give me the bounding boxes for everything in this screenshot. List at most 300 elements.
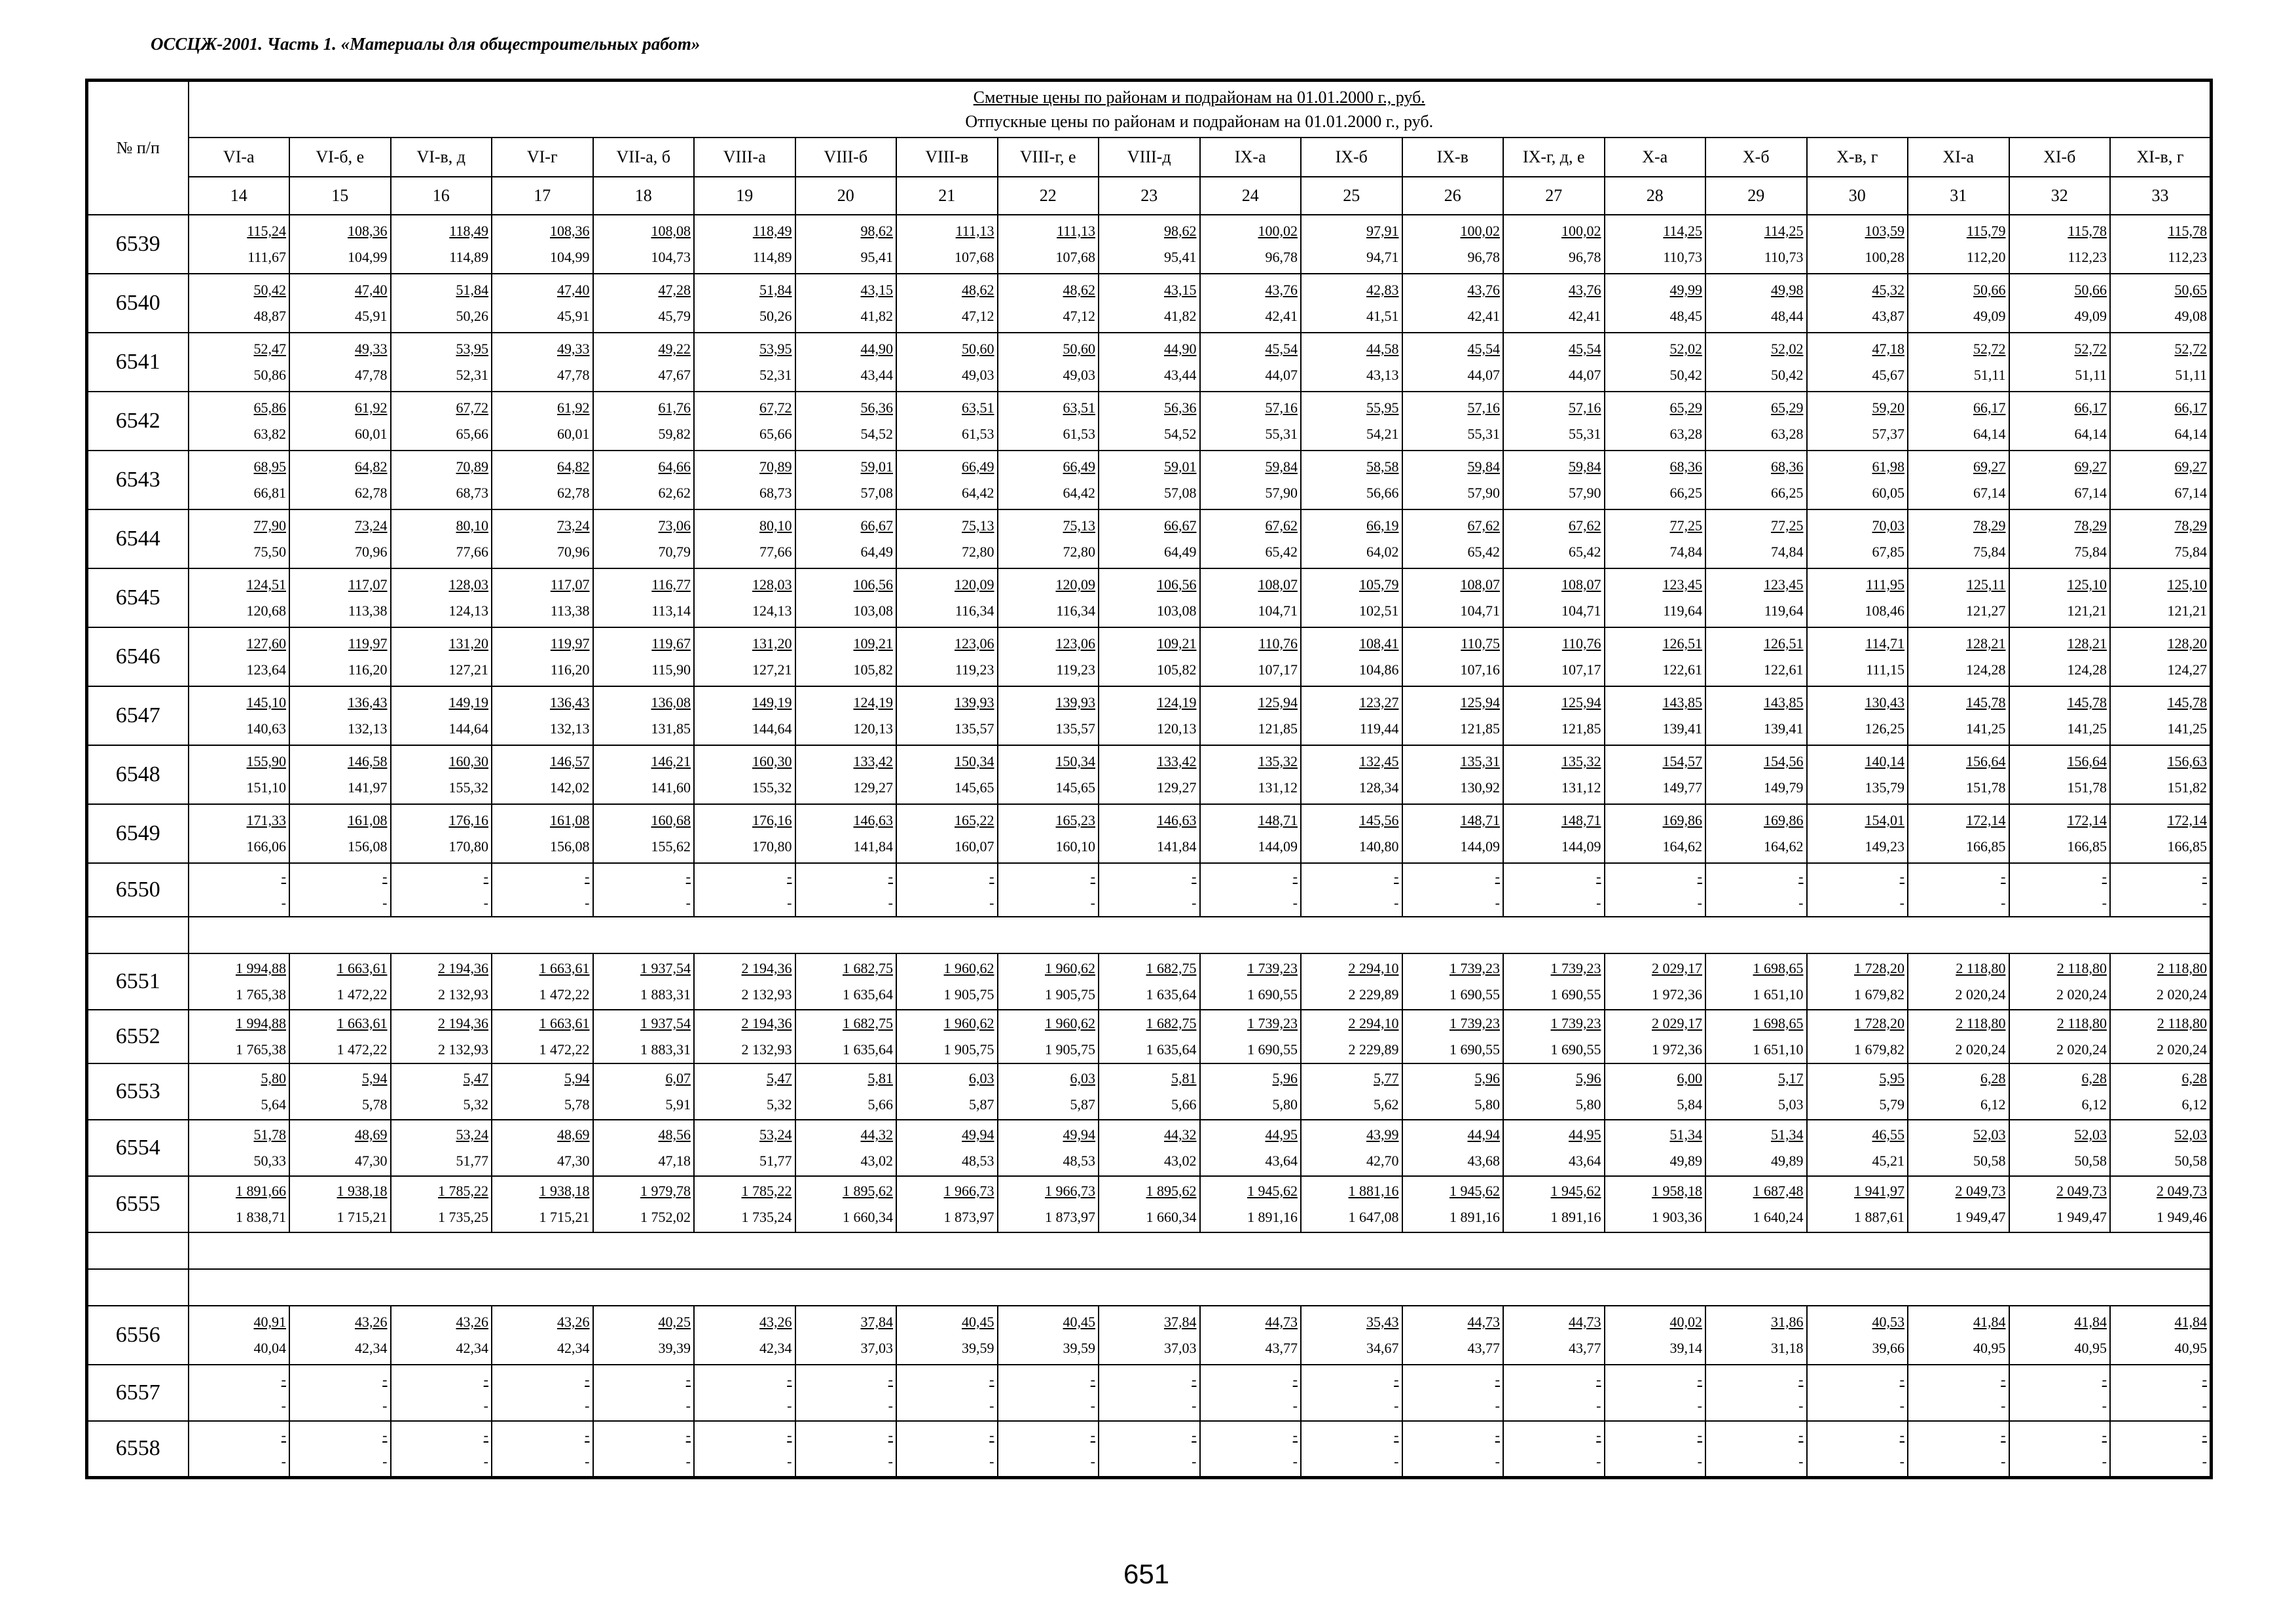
price-cell	[492, 333, 593, 392]
estimated-price: 31,86	[1771, 1314, 1804, 1330]
release-price: 45,79	[658, 308, 691, 324]
estimated-price: -	[1292, 1371, 1298, 1388]
price-cell	[795, 1421, 897, 1477]
price-cell	[1200, 1063, 1302, 1120]
column-number-row	[87, 177, 2212, 215]
release-price: 129,27	[853, 779, 893, 796]
price-cell	[2009, 333, 2111, 392]
estimated-price: 40,02	[1669, 1314, 1702, 1330]
release-price: 48,45	[1669, 308, 1702, 324]
price-cell	[896, 509, 998, 568]
estimated-price: 125,11	[1966, 576, 2006, 593]
release-price: 47,12	[962, 308, 994, 324]
row-number: 6557	[87, 1365, 189, 1421]
price-cell	[1807, 1120, 1908, 1176]
release-price: 55,31	[1569, 426, 1601, 442]
estimated-price: 43,76	[1265, 282, 1298, 298]
release-price: 2 229,89	[1348, 986, 1399, 1003]
price-cell	[1503, 392, 1605, 451]
estimated-price: 111,13	[1057, 223, 1095, 239]
release-price: 104,71	[1460, 602, 1500, 619]
price-cell	[1503, 627, 1605, 686]
price-cell	[593, 1176, 695, 1232]
release-price: 50,33	[253, 1153, 286, 1169]
price-cell	[1705, 1120, 1807, 1176]
price-cell	[1301, 509, 1402, 568]
release-price: 1 883,31	[640, 986, 691, 1003]
release-price: 43,64	[1265, 1153, 1298, 1169]
price-cell	[1402, 509, 1504, 568]
table-row	[87, 1365, 2212, 1421]
price-cell	[1200, 953, 1302, 1010]
price-cell	[1503, 568, 1605, 627]
price-cell	[391, 274, 492, 333]
release-price: 48,53	[962, 1153, 994, 1169]
blank-cell	[87, 917, 189, 953]
release-price: 141,84	[853, 838, 893, 855]
estimated-price: 52,02	[1771, 341, 1804, 357]
estimated-price: 1 698,65	[1753, 960, 1804, 976]
price-cell	[2110, 215, 2212, 274]
price-cell	[1705, 333, 1807, 392]
estimated-price: 128,03	[448, 576, 488, 593]
release-price: 50,42	[1771, 367, 1804, 383]
release-price: 151,78	[1966, 779, 2006, 796]
price-cell	[391, 1421, 492, 1477]
price-cell	[189, 745, 290, 804]
estimated-price: 68,36	[1771, 458, 1804, 475]
release-price: 1 472,22	[337, 1041, 388, 1058]
release-price: 151,82	[2167, 779, 2207, 796]
release-price: 141,84	[1157, 838, 1197, 855]
estimated-price: 111,95	[1866, 576, 1904, 593]
estimated-price: 51,34	[1771, 1126, 1804, 1143]
release-price: 50,26	[456, 308, 488, 324]
price-cell	[694, 953, 795, 1010]
release-price: 52,31	[456, 367, 488, 383]
price-cell	[1099, 804, 1200, 863]
release-price: 42,41	[1265, 308, 1298, 324]
estimated-price: 59,84	[1265, 458, 1298, 475]
price-cell	[492, 215, 593, 274]
document-header: ОССЦЖ-2001. Часть 1. «Материалы для общестроительных работ»	[151, 34, 701, 54]
estimated-price: 145,78	[1966, 694, 2006, 710]
price-cell	[1908, 804, 2009, 863]
price-cell	[2110, 745, 2212, 804]
price-cell	[1099, 568, 1200, 627]
price-cell	[593, 509, 695, 568]
price-cell	[289, 392, 391, 451]
price-cell	[593, 333, 695, 392]
price-cell	[1807, 1063, 1908, 1120]
release-price: 1 635,64	[843, 1041, 893, 1058]
release-price: 48,44	[1771, 308, 1804, 324]
release-price: 145,65	[1055, 779, 1095, 796]
release-price: 124,28	[1966, 661, 2006, 678]
region-header: VI-в, д	[391, 138, 492, 177]
release-price: 124,13	[752, 602, 792, 619]
release-price: 66,25	[1669, 485, 1702, 501]
estimated-price: 73,06	[658, 517, 691, 534]
release-price: 107,16	[1460, 661, 1500, 678]
estimated-price: 44,73	[1265, 1314, 1298, 1330]
price-cell	[795, 953, 897, 1010]
region-header: XI-в, г	[2110, 138, 2212, 177]
release-price: 2 020,24	[2056, 986, 2107, 1003]
release-price: 1 873,97	[943, 1209, 994, 1225]
estimated-price: 80,10	[456, 517, 488, 534]
release-price: -	[1596, 1397, 1601, 1414]
price-cell	[896, 1421, 998, 1477]
estimated-price: 128,03	[752, 576, 792, 593]
price-cell	[896, 568, 998, 627]
price-cell	[2009, 1120, 2111, 1176]
estimated-price: -	[2202, 1427, 2207, 1444]
price-cell	[1908, 274, 2009, 333]
title-line-estimated: Сметные цены по районам и подрайонам на 01.01.2000 г., руб.	[973, 88, 1425, 107]
estimated-price: 48,62	[962, 282, 994, 298]
release-price: 107,17	[1561, 661, 1601, 678]
estimated-price: 44,58	[1366, 341, 1399, 357]
estimated-price: 6,03	[1070, 1070, 1095, 1086]
release-price: 40,95	[1973, 1340, 2006, 1356]
estimated-price: 128,20	[2167, 635, 2207, 652]
release-price: 49,09	[2074, 308, 2107, 324]
estimated-price: 5,77	[1374, 1070, 1399, 1086]
release-price: 120,68	[246, 602, 286, 619]
release-price: 47,18	[658, 1153, 691, 1169]
estimated-price: 124,51	[246, 576, 286, 593]
price-cell	[2009, 1365, 2111, 1421]
price-cell	[289, 274, 391, 333]
release-price: 41,82	[860, 308, 893, 324]
release-price: 48,87	[253, 308, 286, 324]
price-cell	[1402, 451, 1504, 509]
release-price: 5,64	[261, 1096, 286, 1113]
price-cell	[492, 863, 593, 917]
estimated-price: 67,72	[759, 399, 792, 416]
price-cell	[2009, 451, 2111, 509]
release-price: 62,62	[658, 485, 691, 501]
release-price: 44,07	[1569, 367, 1601, 383]
price-cell	[1402, 1365, 1504, 1421]
estimated-price: 1 739,23	[1247, 1015, 1298, 1031]
release-price: 64,14	[2074, 426, 2107, 442]
price-cell	[2110, 333, 2212, 392]
price-cell	[1605, 1306, 1706, 1365]
estimated-price: 1 728,20	[1854, 960, 1904, 976]
column-number: 20	[795, 177, 897, 215]
estimated-price: 44,90	[1164, 341, 1197, 357]
release-price: 42,70	[1366, 1153, 1399, 1169]
estimated-price: 135,31	[1460, 753, 1500, 769]
estimated-price: -	[888, 1371, 893, 1388]
estimated-price: 135,32	[1561, 753, 1601, 769]
estimated-price: 5,96	[1474, 1070, 1500, 1086]
price-cell	[896, 745, 998, 804]
release-price: -	[1798, 1453, 1804, 1470]
price-cell	[795, 627, 897, 686]
price-cell	[795, 215, 897, 274]
price-cell	[1402, 1010, 1504, 1063]
table-row	[87, 333, 2212, 392]
estimated-price: 49,33	[355, 341, 388, 357]
column-number: 26	[1402, 177, 1504, 215]
row-number: 6542	[87, 392, 189, 451]
price-cell	[998, 509, 1099, 568]
estimated-price: 149,19	[752, 694, 792, 710]
release-price: -	[585, 1397, 590, 1414]
estimated-price: 5,95	[1879, 1070, 1904, 1086]
estimated-price: 44,73	[1569, 1314, 1601, 1330]
price-cell	[189, 568, 290, 627]
estimated-price: 108,07	[1460, 576, 1500, 593]
release-price: -	[1292, 1453, 1298, 1470]
price-cell	[1200, 1010, 1302, 1063]
estimated-price: 44,90	[860, 341, 893, 357]
price-cell	[2110, 686, 2212, 745]
price-cell	[1605, 1010, 1706, 1063]
estimated-price: 98,62	[860, 223, 893, 239]
price-cell	[1807, 1306, 1908, 1365]
release-price: 5,78	[564, 1096, 590, 1113]
price-cell	[391, 392, 492, 451]
price-cell	[1605, 333, 1706, 392]
estimated-price: 115,78	[2168, 223, 2207, 239]
estimated-price: 40,25	[658, 1314, 691, 1330]
release-price: 1 715,21	[337, 1209, 388, 1225]
price-cell	[1301, 1063, 1402, 1120]
estimated-price: -	[2102, 1371, 2107, 1388]
row-number: 6544	[87, 509, 189, 568]
release-price: 1 905,75	[943, 986, 994, 1003]
price-cell	[1200, 451, 1302, 509]
estimated-price: 44,32	[1164, 1126, 1197, 1143]
price-cell	[896, 1010, 998, 1063]
price-cell	[189, 1063, 290, 1120]
price-cell	[795, 863, 897, 917]
release-price: 5,80	[1576, 1096, 1601, 1113]
price-cell	[1908, 953, 2009, 1010]
release-price: 1 660,34	[843, 1209, 893, 1225]
price-cell	[1099, 274, 1200, 333]
price-cell	[189, 1176, 290, 1232]
estimated-price: 52,02	[1669, 341, 1702, 357]
release-price: 1 891,16	[1247, 1209, 1298, 1225]
release-price: 62,78	[355, 485, 388, 501]
estimated-price: 1 785,22	[741, 1183, 792, 1199]
release-price: 43,68	[1467, 1153, 1500, 1169]
price-cell	[1200, 1120, 1302, 1176]
region-header: VIII-в	[896, 138, 998, 177]
price-cell	[593, 686, 695, 745]
price-cell	[2110, 1306, 2212, 1365]
release-price: 94,71	[1366, 249, 1399, 265]
release-price: 107,17	[1258, 661, 1298, 678]
price-cell	[1200, 1365, 1302, 1421]
region-header: X-в, г	[1807, 138, 1908, 177]
release-price: -	[1192, 1397, 1197, 1414]
price-cell	[998, 1120, 1099, 1176]
release-price: 54,21	[1366, 426, 1399, 442]
price-cell	[998, 333, 1099, 392]
release-price: 42,34	[557, 1340, 590, 1356]
estimated-price: 5,96	[1272, 1070, 1298, 1086]
release-price: 42,34	[759, 1340, 792, 1356]
estimated-price: 2 118,80	[2056, 960, 2107, 976]
price-cell	[1503, 1010, 1605, 1063]
price-cell	[189, 392, 290, 451]
release-price: 1 635,64	[1146, 986, 1197, 1003]
estimated-price: -	[382, 1427, 388, 1444]
estimated-price: 1 945,62	[1449, 1183, 1500, 1199]
price-cell	[1099, 333, 1200, 392]
estimated-price: -	[1697, 868, 1702, 885]
release-price: 144,09	[1460, 838, 1500, 855]
price-cell	[1099, 451, 1200, 509]
release-price: 116,34	[955, 602, 994, 619]
release-price: 41,51	[1366, 308, 1399, 324]
release-price: 114,89	[449, 249, 488, 265]
estimated-price: 50,65	[2174, 282, 2207, 298]
column-number: 28	[1605, 177, 1706, 215]
release-price: 57,90	[1569, 485, 1601, 501]
release-price: -	[382, 895, 388, 911]
estimated-price: 2 118,80	[2157, 1015, 2207, 1031]
price-cell	[492, 568, 593, 627]
release-price: 140,80	[1359, 838, 1399, 855]
release-price: 2 020,24	[2157, 986, 2207, 1003]
release-price: -	[1697, 1453, 1702, 1470]
release-price: -	[2202, 895, 2207, 911]
estimated-price: 43,26	[355, 1314, 388, 1330]
price-cell	[2009, 1063, 2111, 1120]
price-cell	[1099, 1306, 1200, 1365]
release-price: 2 132,93	[741, 986, 792, 1003]
price-cell	[1705, 804, 1807, 863]
release-price: 120,13	[853, 720, 893, 737]
estimated-price: 131,20	[448, 635, 488, 652]
estimated-price: 135,32	[1258, 753, 1298, 769]
release-price: 42,34	[355, 1340, 388, 1356]
release-price: 45,91	[355, 308, 388, 324]
release-price: 47,78	[557, 367, 590, 383]
price-cell	[1099, 1120, 1200, 1176]
column-number: 27	[1503, 177, 1605, 215]
release-price: -	[1394, 895, 1399, 911]
price-cell	[896, 1306, 998, 1365]
price-cell	[896, 274, 998, 333]
price-cell	[492, 745, 593, 804]
release-price: 50,42	[1669, 367, 1702, 383]
estimated-price: 1 960,62	[943, 960, 994, 976]
release-price: 51,11	[2075, 367, 2107, 383]
region-header: XI-б	[2009, 138, 2111, 177]
region-header: VI-г	[492, 138, 593, 177]
blank-cell	[189, 1232, 2212, 1269]
price-cell	[795, 568, 897, 627]
price-cell	[492, 1120, 593, 1176]
price-cell	[1807, 953, 1908, 1010]
estimated-price: 146,58	[348, 753, 388, 769]
price-cell	[1301, 953, 1402, 1010]
price-cell	[694, 1421, 795, 1477]
estimated-price: 2 194,36	[438, 1015, 488, 1031]
release-price: 113,14	[651, 602, 691, 619]
estimated-price: 47,18	[1872, 341, 1904, 357]
estimated-price: 49,33	[557, 341, 590, 357]
price-cell	[1705, 1421, 1807, 1477]
price-cell	[896, 1063, 998, 1120]
estimated-price: 61,92	[355, 399, 388, 416]
release-price: 119,23	[1056, 661, 1095, 678]
estimated-price: 2 029,17	[1652, 960, 1702, 976]
price-cell	[289, 451, 391, 509]
estimated-price: 49,94	[962, 1126, 994, 1143]
estimated-price: 160,30	[448, 753, 488, 769]
estimated-price: 1 881,16	[1348, 1183, 1399, 1199]
price-cell	[289, 627, 391, 686]
release-price: 139,41	[1764, 720, 1804, 737]
table-row	[87, 274, 2212, 333]
release-price: 64,49	[1164, 544, 1197, 560]
estimated-price: 47,28	[658, 282, 691, 298]
estimated-price: 115,78	[2068, 223, 2107, 239]
price-cell	[1099, 1176, 1200, 1232]
estimated-price: -	[1495, 868, 1500, 885]
release-price: 145,65	[955, 779, 994, 796]
estimated-price: -	[1899, 868, 1904, 885]
estimated-price: -	[1090, 868, 1095, 885]
estimated-price: 70,03	[1872, 517, 1904, 534]
price-cell	[1099, 392, 1200, 451]
estimated-price: 139,93	[955, 694, 994, 710]
estimated-price: 50,60	[962, 341, 994, 357]
release-price: -	[483, 1397, 488, 1414]
price-cell	[593, 274, 695, 333]
price-cell	[1301, 1421, 1402, 1477]
estimated-price: 53,24	[759, 1126, 792, 1143]
price-cell	[1503, 215, 1605, 274]
price-cell	[2110, 1365, 2212, 1421]
estimated-price: 77,25	[1771, 517, 1804, 534]
price-cell	[1605, 686, 1706, 745]
price-cell	[694, 804, 795, 863]
release-price: 68,73	[759, 485, 792, 501]
estimated-price: 44,94	[1467, 1126, 1500, 1143]
release-price: 141,97	[348, 779, 388, 796]
price-cell	[1301, 333, 1402, 392]
estimated-price: 65,86	[253, 399, 286, 416]
release-price: 149,77	[1662, 779, 1702, 796]
estimated-price: 169,86	[1662, 812, 1702, 828]
price-cell	[1908, 1010, 2009, 1063]
release-price: 1 883,31	[640, 1041, 691, 1058]
estimated-price: 124,19	[853, 694, 893, 710]
release-price: 47,12	[1063, 308, 1095, 324]
price-cell	[1705, 1365, 1807, 1421]
release-price: 74,84	[1669, 544, 1702, 560]
price-cell	[492, 509, 593, 568]
estimated-price: 109,21	[1157, 635, 1197, 652]
release-price: 124,27	[2167, 661, 2207, 678]
region-header-row	[87, 138, 2212, 177]
price-cell	[289, 1010, 391, 1063]
blank-row	[87, 1269, 2212, 1306]
release-price: 45,67	[1872, 367, 1904, 383]
release-price: 1 905,75	[1045, 1041, 1095, 1058]
price-cell	[1402, 215, 1504, 274]
